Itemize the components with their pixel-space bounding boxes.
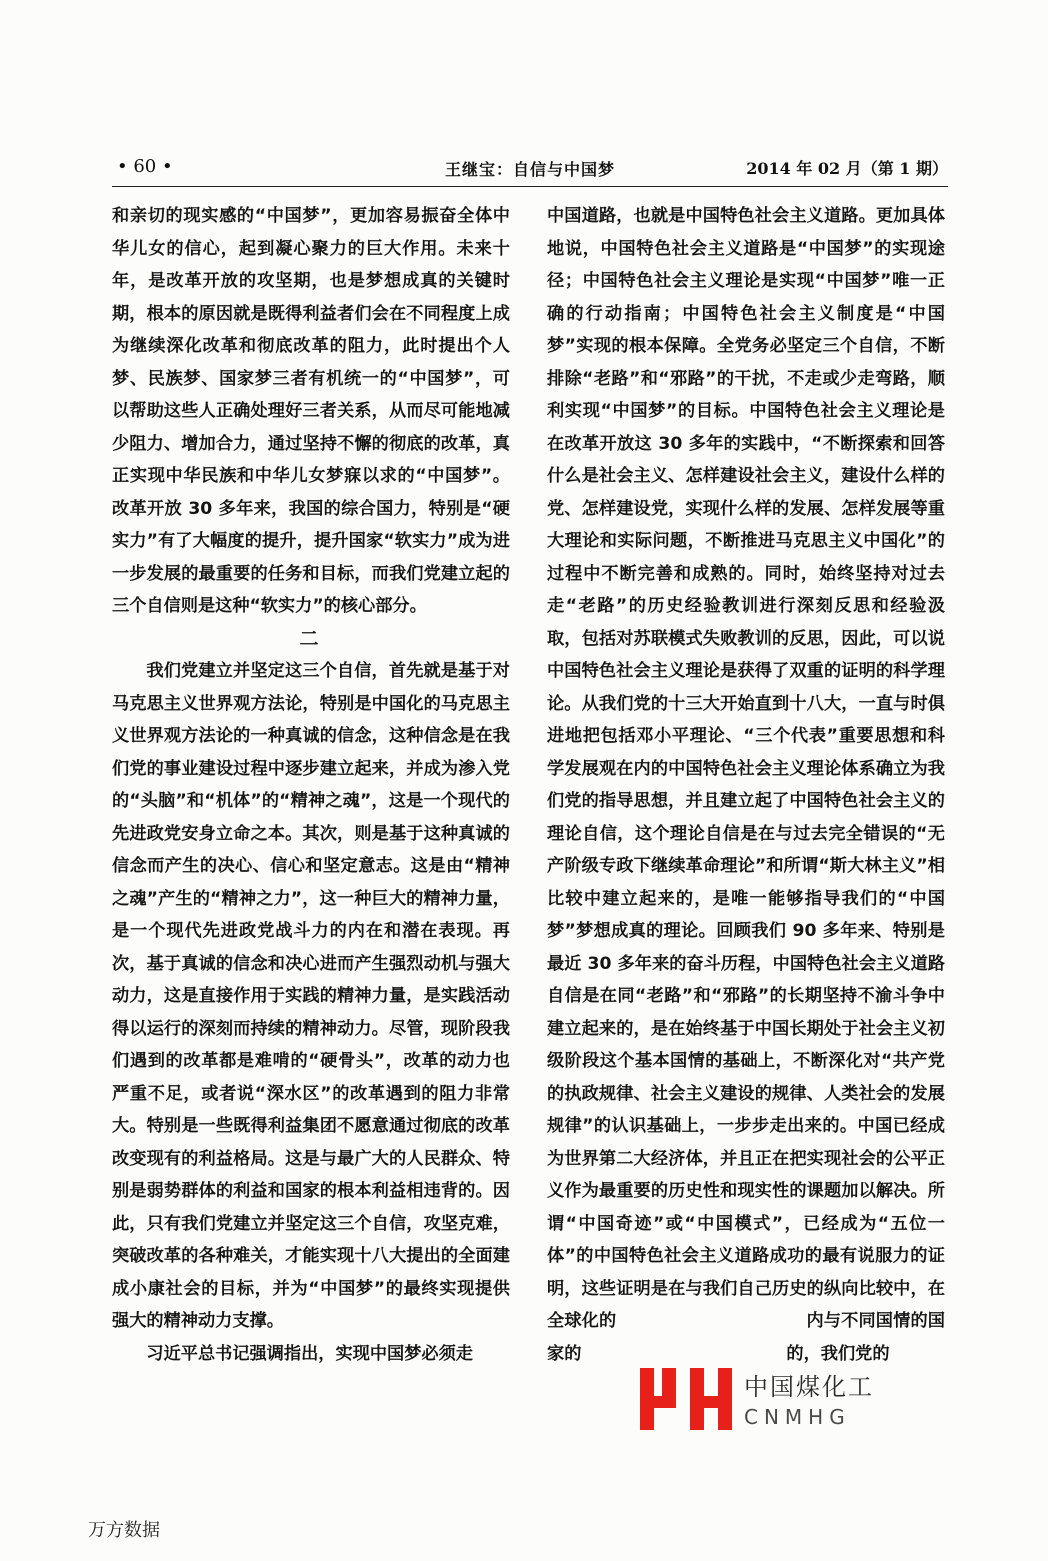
left-column (112, 200, 510, 1370)
issue-date: 2014 年 02 月（第 1 期） (746, 159, 948, 178)
right-paragraph-1-tail-b: 的，我们党的 (786, 1343, 890, 1364)
header-rule (112, 186, 948, 187)
logo-english-name: CNMHG (744, 1405, 851, 1429)
source-watermark: 万方数据 (88, 1520, 160, 1541)
section-heading: 二 (299, 627, 323, 650)
page-number: • 60 • (117, 156, 173, 177)
right-paragraph-1-main: 中国道路，也就是中国特色社会主义道路。更加具体地说，中国特色社会主义道路是“中国梦”的实现途径；中国特色社会主义理论是实现“中国梦”唯一正确的行动指南；中国特色社会主义制度是“中国梦”实现的根本保障。全党务必坚定三个自信，不断排除“老路”和“邪路”的干扰，不走或少走弯路，顺利实现“中国梦”的目标。中国特色社会主义理论是在改革开放这 30 多年的实践中，“不断探索和回答什么是社会主义、怎样建设社会主义，建设什么样的党、怎样建设党，实现什么样的发展、怎样发展等重大理论和实际问题，不断推进马克思主义中国化”的过程中不断完善和成熟的。同时，始终坚持对过去走“老路”的历史经验教训进行深刻反思和经验汲取，包括对苏联模式失败教训的反思，因此，可以说中国特色社会主义理论是获得了双重的证明的科学理论。从我们党的十三大开始直到十八大，一直与时俱进地把包括邓小平理论、“三个代表”重要思想和科学发展观在内的中国特色社会主义理论体系确立为我们党的指导思想，并且建立起了中国特色社会主义的理论自信，这个理论自信是在与过去完全错误的“无产阶级专政下继续革命理论”和所谓“斯大林主义”相比较中建立起来的，是唯一能够指导我们的“中国梦”梦想成真的理论。回顾我们 90 多年来、特别是最近 30 多年来的奋斗历程，中国特色社会主义道路自信是在同“老路”和“邪路”的长期坚持不渝斗争中建立起来的，是在始终基于中国长期处于社会主义初级阶段这个基本国情的基础上，不断深化对“共产党的执政规律、社会主义建设的规律、人类社会的发展规律”的认识基础上，一步步走出来的。中国已经成为世界第二大经济体，并且正在把实现社会的公平正义作为最重要的历史性和现实性的课题加以解决。所谓“中国奇迹”或“中国模式”，已经成为“五位一体”的中国特色社会主义道路成功的最有说服力的证明，这些证明是在与我们自己历史的纵向比较中，在全球化的 (547, 206, 945, 1331)
left-paragraph-3: 习近平总书记强调指出，实现中国梦必须走 (146, 1343, 473, 1364)
running-title: 王继宝：自信与中国梦 (444, 160, 615, 179)
right-paragraph-1-tail-a: 内与不同国 (806, 1311, 894, 1331)
left-paragraph-2: 我们党建立并坚定这三个自信，首先就是基于对马克思主义世界观方法论，特别是中国化的马克思主义世界观方法论的一种真诚的信念，这种信念是在我们党的事业建设过程中逐步建立起来，并成为渗入党的“头脑”和“机体”的“精神之魂”，这是一个现代的先进政党安身立命之本。其次，则是基于这种真诚的信念而产生的决心、信心和坚定意志。这是由“精神之魂”产生的“精神之力”，这一种巨大的精神力量，是一个现代先进政党战斗力的内在和潜在表现。再次，基于真诚的信念和决心进而产生强烈动机与强大动力，这是直接作用于实践的精神力量，是实践活动得以运行的深刻而持续的精神动力。尽管，现阶段我们遇到的改革都是难啃的“硬骨头”，改革的动力也严重不足，或者说“深水区”的改革遇到的阻力非常大。特别是一些既得利益集团不愿意通过彻底的改革改变现有的利益格局。这是与最广大的人民群众、特别是弱势群体的利益和国家的根本利益相违背的。因此，只有我们党建立并坚定这三个自信，攻坚克难，突破改革的各种难关，才能实现十八大提出的全面建成小康社会的目标，并为“中国梦”的最终实现提供强大的精神动力支撑。 (112, 661, 510, 1331)
right-paragraph-1-line-b: 情的国家的 (547, 1311, 945, 1364)
cnmhg-logo-mark-icon (640, 1360, 736, 1438)
running-header (112, 152, 948, 182)
right-column (547, 200, 945, 1370)
left-paragraph-1: 和亲切的现实感的“中国梦”，更加容易振奋全体中华儿女的信心，起到凝心聚力的巨大作用。未来十年，是改革开放的攻坚期，也是梦想成真的关键时期，根本的原因就是既得利益者们会在不同程度上成为继续深化改革和彻底改革的阻力，此时提出个人梦、民族梦、国家梦三者有机统一的“中国梦”，可以帮助这些人正确处理好三者关系，从而尽可能地减少阻力、增加合力，通过坚持不懈的彻底的改革，真正实现中华民族和中华儿女梦寐以求的“中国梦”。改革开放 30 多年来，我国的综合国力，特别是“硬实力”有了大幅度的提升，提升国家“软实力”成为进一步发展的最重要的任务和目标，而我们党建立起的三个自信则是这种“软实力”的核心部分。 (112, 206, 510, 616)
right-paragraph-1 (547, 200, 945, 1370)
logo-chinese-name: 中国煤化工 (744, 1373, 874, 1401)
cnmhg-logo (640, 1360, 874, 1438)
